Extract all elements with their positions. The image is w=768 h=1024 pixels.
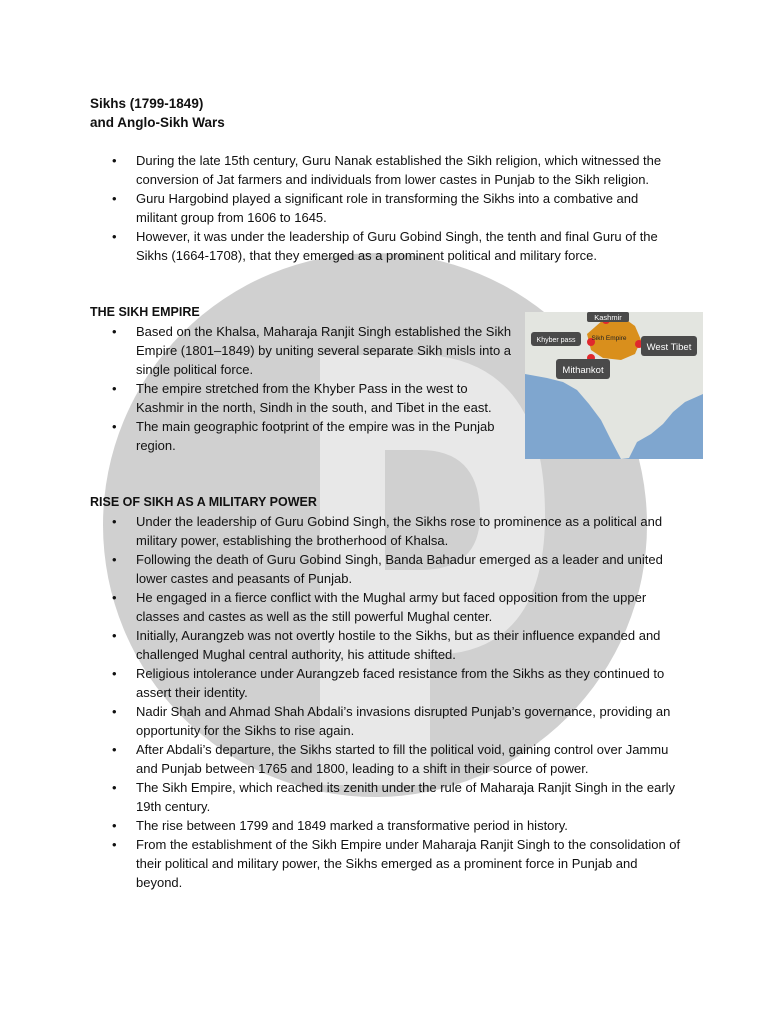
title-line-1: Sikhs (1799-1849) bbox=[90, 96, 204, 111]
military-bullet: • He engaged in a fierce conflict with the Mughal army but faced opposition from the upper classes and castes as well as the still powerful Mughal center. bbox=[112, 588, 682, 626]
section-heading-sikh-empire: THE SIKH EMPIRE bbox=[90, 305, 200, 319]
intro-bullet: • Guru Hargobind played a significant role in transforming the Sikhs into a combative and militant group from 1606 to 1645. bbox=[112, 189, 682, 227]
military-bullet: • Following the death of Guru Gobind Singh, Banda Bahadur emerged as a leader and united lower castes and peasants of Punjab. bbox=[112, 550, 682, 588]
map-label-kashmir: Kashmir bbox=[594, 313, 622, 322]
map-label-khyber-pass: Khyber pass bbox=[536, 337, 576, 344]
document-title bbox=[90, 94, 225, 132]
empire-bullet: • The empire stretched from the Khyber Pass in the west to Kashmir in the north, Sindh in the south, and Tibet in the east. bbox=[112, 379, 512, 417]
intro-bullet: • During the late 15th century, Guru Nanak established the Sikh religion, which witnessed the conversion of Jat farmers and individuals from lower castes in Punjab to the Sikh religion. bbox=[112, 151, 682, 189]
military-bullet-list bbox=[112, 512, 682, 892]
military-bullet: • Initially, Aurangzeb was not overtly hostile to the Sikhs, but as their influence expanded and challenged Mughal central authority, his attitude shifted. bbox=[112, 626, 682, 664]
empire-bullet-list bbox=[112, 322, 512, 455]
section-heading-military-power: RISE OF SIKH AS A MILITARY POWER bbox=[90, 495, 317, 509]
empire-bullet: • Based on the Khalsa, Maharaja Ranjit Singh established the Sikh Empire (1801–1849) by uniting several separate Sikh misls into a single political force. bbox=[112, 322, 512, 379]
map-label-west-tibet: West Tibet bbox=[646, 342, 692, 353]
empire-bullet: • The main geographic footprint of the empire was in the Punjab region. bbox=[112, 417, 512, 455]
intro-bullet: • However, it was under the leadership of Guru Gobind Singh, the tenth and final Guru of the Sikhs (1664-1708), that they emerged as a prominent political and military force. bbox=[112, 227, 682, 265]
military-bullet: • Nadir Shah and Ahmad Shah Abdali’s invasions disrupted Punjab’s governance, providing an opportunity for the Sikhs to rise again. bbox=[112, 702, 682, 740]
map-label-sikh-empire: Sikh Empire bbox=[591, 335, 627, 342]
title-line-2: and Anglo-Sikh Wars bbox=[90, 115, 225, 130]
military-bullet: • Religious intolerance under Aurangzeb faced resistance from the Sikhs as they continued to assert their identity. bbox=[112, 664, 682, 702]
military-bullet: • After Abdali’s departure, the Sikhs started to fill the political void, gaining control over Jammu and Punjab between 1765 and 1800, leading to a shift in their source of power. bbox=[112, 740, 682, 778]
intro-bullet-list bbox=[112, 151, 682, 265]
sikh-empire-map bbox=[525, 312, 703, 459]
military-bullet: • The Sikh Empire, which reached its zenith under the rule of Maharaja Ranjit Singh in the early 19th century. bbox=[112, 778, 682, 816]
military-bullet: • The rise between 1799 and 1849 marked a transformative period in history. bbox=[112, 816, 682, 835]
military-bullet: • Under the leadership of Guru Gobind Singh, the Sikhs rose to prominence as a political and military power, establishing the brotherhood of Khalsa. bbox=[112, 512, 682, 550]
map-label-mithankot: Mithankot bbox=[562, 365, 604, 376]
military-bullet: • From the establishment of the Sikh Empire under Maharaja Ranjit Singh to the consolidation of their political and military power, the Sikhs emerged as a prominent force in Punjab and beyond. bbox=[112, 835, 682, 892]
